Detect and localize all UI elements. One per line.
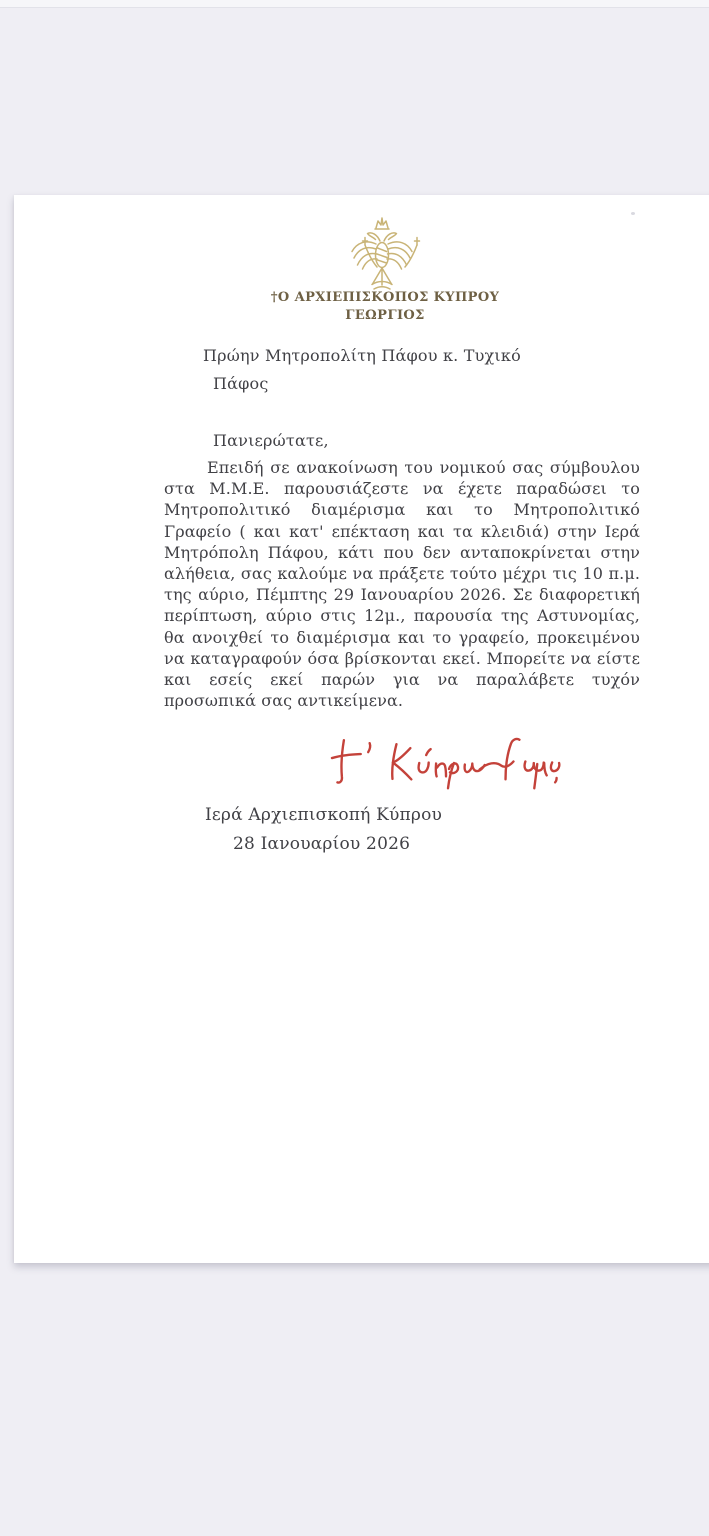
letterhead-title: †Ο ΑΡΧΙΕΠΙΣΚΟΠΟΣ ΚΥΠΡΟΥ: [270, 290, 500, 305]
recipient-line-2: Πάφος: [213, 374, 269, 393]
body-line: περίπτωση, αύριο στις 12μ., παρουσία της Αστυνομίας,: [164, 606, 640, 626]
body-line: προσωπικά σας αντικείμενα.: [164, 691, 404, 711]
salutation: Πανιερώτατε,: [213, 431, 329, 450]
archbishopric-emblem-icon: [341, 216, 423, 294]
closing-date: 28 Ιανουαρίου 2026: [233, 834, 411, 854]
body-line: Επειδή σε ανακοίνωση του νομικού σας σύμβουλου: [207, 458, 640, 477]
recipient-line-1: Πρώην Μητροπολίτη Πάφου κ. Τυχικό: [203, 346, 521, 365]
smudge-dot: [631, 212, 635, 215]
body-line: να καταγραφούν όσα βρίσκονται εκεί. Μπορείτε να είστε: [164, 648, 640, 668]
body-line: Γραφείο ( και κατ' επέκταση και τα κλειδιά) στην Ιερά: [164, 521, 640, 541]
body-line: θα ανοιχθεί το διαμέρισμα και το γραφείο, προκειμένου: [164, 627, 640, 647]
top-strip: [0, 0, 709, 8]
closing-sender: Ιερά Αρχιεπισκοπή Κύπρου: [205, 805, 443, 825]
body-line: Μητρόπολη Πάφου, κάτι που δεν ανταποκρίνεται στην: [164, 542, 640, 562]
body-line: και εσείς εκεί παρών για να παραλάβετε τυχόν: [164, 670, 640, 690]
handwritten-signature-red: [330, 733, 568, 795]
body-line: στα Μ.Μ.Ε. παρουσιάζεστε να έχετε παραδώσει το: [164, 479, 640, 499]
body-line: Μητροπολιτικό διαμέρισμα και το Μητροπολιτικό: [164, 500, 640, 520]
body-line: αλήθεια, σας καλούμε να πράξετε τούτο μέχρι τις 10 π.μ.: [164, 564, 640, 584]
letterhead-name: ΓΕΩΡΓΙΟΣ: [345, 308, 425, 323]
letter-page: [14, 195, 709, 1263]
letter-body: [164, 457, 640, 711]
body-line: της αύριο, Πέμπτης 29 Ιανουαρίου 2026. Σε διαφορετική: [164, 585, 640, 605]
